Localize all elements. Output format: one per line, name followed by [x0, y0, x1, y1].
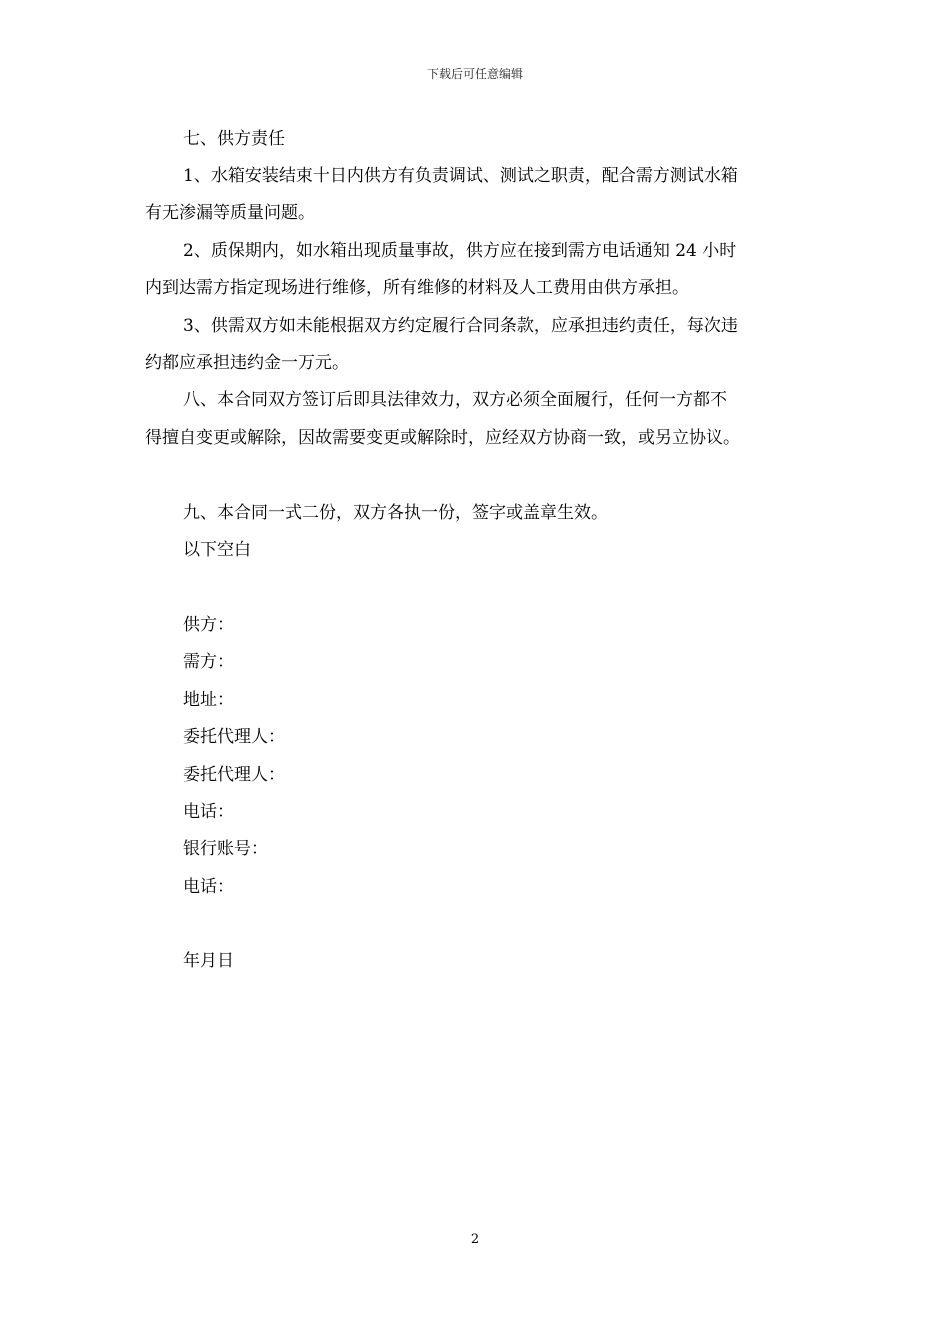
page-header: 下载后可任意编辑	[426, 67, 523, 81]
agent-label-2: 委托代理人：	[183, 765, 285, 785]
section-7-item-1-line-1: 1、水箱安装结束十日内供方有负责调试、测试之职责，配合需方测试水箱	[183, 166, 738, 186]
section-8-line-1: 八、本合同双方签订后即具法律效力，双方必须全面履行，任何一方都不	[183, 390, 727, 410]
date-label: 年月日	[183, 951, 234, 971]
section-7-title: 七、供方责任	[183, 129, 285, 149]
section-7-item-3-line-2: 约都应承担违约金一万元。	[145, 353, 349, 373]
page-number: 2	[470, 1232, 480, 1247]
section-7-item-2-line-2: 内到达需方指定现场进行维修，所有维修的材料及人工费用由供方承担。	[145, 278, 689, 298]
agent-label-1: 委托代理人：	[183, 727, 285, 747]
blank-note: 以下空白	[183, 540, 251, 560]
section-7-item-2-line-1: 2、质保期内，如水箱出现质量事故，供方应在接到需方电话通知 24 小时	[183, 241, 737, 261]
supplier-label: 供方：	[183, 615, 234, 635]
phone-label-1: 电话：	[183, 802, 234, 822]
section-9-line-1: 九、本合同一式二份，双方各执一份，签字或盖章生效。	[183, 503, 608, 523]
section-7-item-1-line-2: 有无渗漏等质量问题。	[145, 203, 315, 223]
section-8-line-2: 得擅自变更或解除，因故需要变更或解除时，应经双方协商一致，或另立协议。	[145, 428, 740, 448]
phone-label-2: 电话：	[183, 877, 234, 897]
bank-account-label: 银行账号：	[183, 839, 268, 859]
section-7-item-3-line-1: 3、供需双方如未能根据双方约定履行合同条款，应承担违约责任，每次违	[183, 316, 738, 336]
address-label: 地址：	[183, 690, 234, 710]
buyer-label: 需方：	[183, 652, 234, 672]
